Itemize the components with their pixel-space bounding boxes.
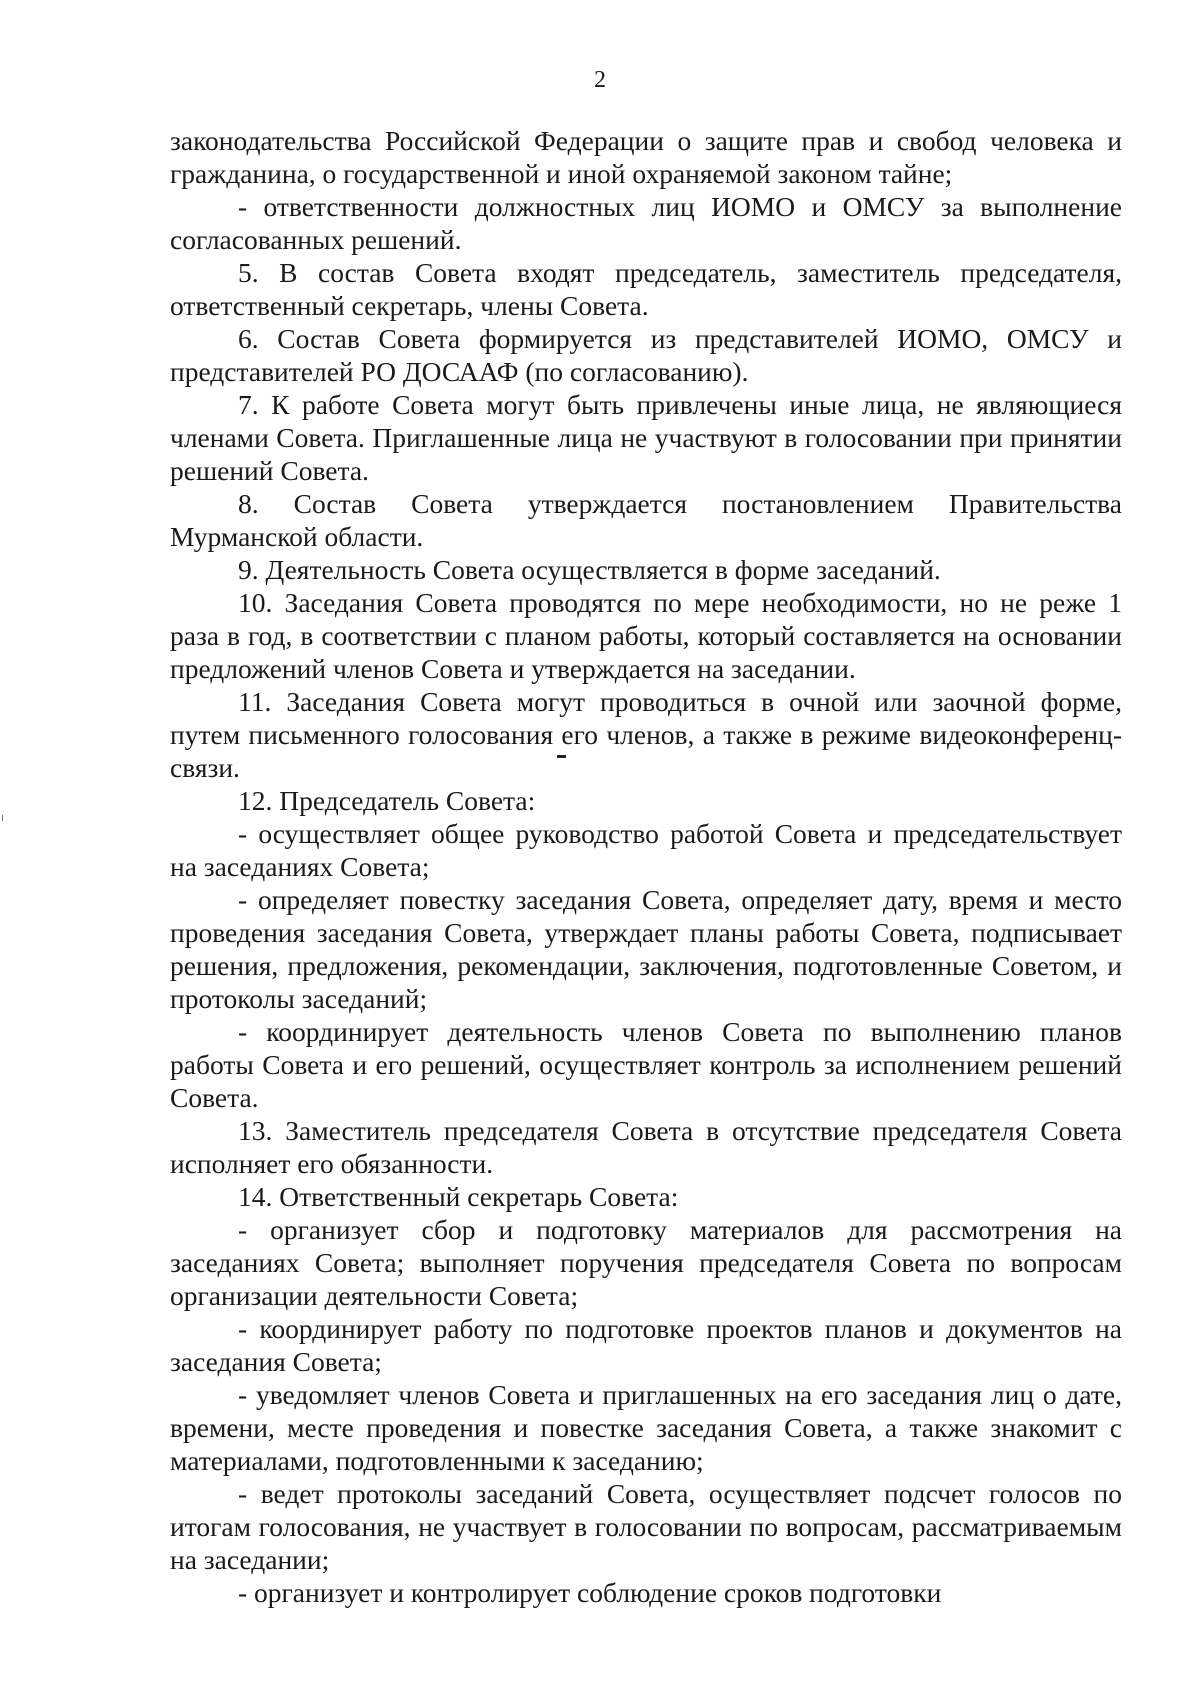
paragraph: законодательства Российской Федерации о защите прав и свобод человека и гражданина, о государственной и иной охраняемой законом тайне;: [170, 125, 1122, 189]
document-body: [170, 124, 1122, 1609]
paragraph: 13. Заместитель председателя Совета в отсутствие председателя Совета исполняет его обязанности.: [170, 1115, 1122, 1179]
paragraph: - организует сбор и подготовку материалов для рассмотрения на заседаниях Совета; выполняет поручения председателя Совета по вопросам организации деятельности Совета;: [170, 1214, 1122, 1311]
scan-artifact: [557, 755, 566, 758]
paragraph: - координирует работу по подготовке проектов планов и документов на заседания Совета;: [170, 1313, 1122, 1377]
paragraph: 6. Состав Совета формируется из представителей ИОМО, ОМСУ и представителей РО ДОСААФ (по согласованию).: [170, 323, 1122, 387]
paragraph: - уведомляет членов Совета и приглашенных на его заседания лиц о дате, времени, месте проведения и повестке заседания Совета, а также знакомит с материалами, подготовленными к заседанию;: [170, 1379, 1122, 1476]
paragraph: 11. Заседания Совета могут проводиться в очной или заочной форме, путем письменного голосования его членов, а также в режиме видеоконференц-связи.: [170, 686, 1122, 783]
page-number: 2: [594, 67, 606, 93]
paragraph: 8. Состав Совета утверждается постановлением Правительства Мурманской области.: [170, 488, 1122, 552]
paragraph: 10. Заседания Совета проводятся по мере необходимости, но не реже 1 раза в год, в соответствии с планом работы, который составляется на основании предложений членов Совета и утверждается на заседании.: [170, 587, 1122, 684]
paragraph: - определяет повестку заседания Совета, определяет дату, время и место проведения заседания Совета, утверждает планы работы Совета, подписывает решения, предложения, рекомендации, заключения, подготовленные Советом, и протоколы заседаний;: [170, 884, 1122, 1014]
scan-artifact: [2, 815, 3, 821]
paragraph: - осуществляет общее руководство работой Совета и председательствует на заседаниях Совета;: [170, 818, 1122, 882]
paragraph: - ответственности должностных лиц ИОМО и ОМСУ за выполнение согласованных решений.: [170, 191, 1122, 255]
paragraph: - организует и контролирует соблюдение сроков подготовки: [238, 1577, 942, 1608]
paragraph: 12. Председатель Совета:: [238, 785, 536, 816]
paragraph: 14. Ответственный секретарь Совета:: [238, 1181, 679, 1212]
paragraph: 5. В состав Совета входят председатель, заместитель председателя, ответственный секретарь, члены Совета.: [170, 257, 1122, 321]
paragraph: 9. Деятельность Совета осуществляется в форме заседаний.: [238, 554, 941, 585]
paragraph: 7. К работе Совета могут быть привлечены иные лица, не являющиеся членами Совета. Приглашенные лица не участвуют в голосовании при принятии решений Совета.: [170, 389, 1122, 486]
paragraph: - ведет протоколы заседаний Совета, осуществляет подсчет голосов по итогам голосования, не участвует в голосовании по вопросам, рассматриваемым на заседании;: [170, 1478, 1122, 1575]
paragraph: - координирует деятельность членов Совета по выполнению планов работы Совета и его решений, осуществляет контроль за исполнением решений Совета.: [170, 1016, 1122, 1113]
